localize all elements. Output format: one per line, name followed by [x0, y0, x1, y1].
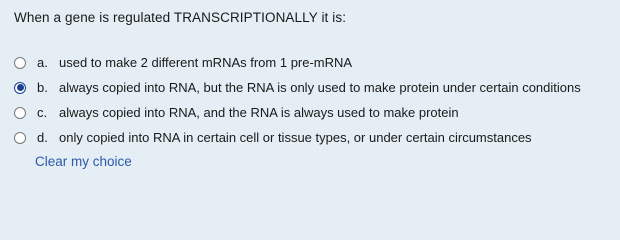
- option-c[interactable]: [12, 101, 612, 124]
- radio-button-a[interactable]: [14, 57, 26, 69]
- radio-button-d[interactable]: [14, 132, 26, 144]
- option-a[interactable]: [12, 51, 612, 74]
- answer-options: [12, 51, 612, 151]
- option-label: used to make 2 different mRNAs from 1 pre-mRNA: [59, 55, 353, 70]
- option-label: only copied into RNA in certain cell or tissue types, or under certain circumstances: [59, 130, 532, 145]
- option-d[interactable]: [12, 126, 612, 149]
- option-label: always copied into RNA, but the RNA is only used to make protein under certain conditions: [59, 80, 581, 95]
- option-letter: b.: [37, 80, 48, 95]
- radio-button-c[interactable]: [14, 107, 26, 119]
- clear-choice-link[interactable]: Clear my choice: [35, 154, 132, 169]
- option-b[interactable]: [12, 76, 612, 99]
- question-text: When a gene is regulated TRANSCRIPTIONALLY it is:: [14, 10, 347, 25]
- option-letter: a.: [37, 55, 48, 70]
- option-label: always copied into RNA, and the RNA is always used to make protein: [59, 105, 459, 120]
- option-letter: d.: [37, 130, 48, 145]
- radio-button-b[interactable]: [14, 82, 26, 94]
- option-letter: c.: [37, 105, 48, 120]
